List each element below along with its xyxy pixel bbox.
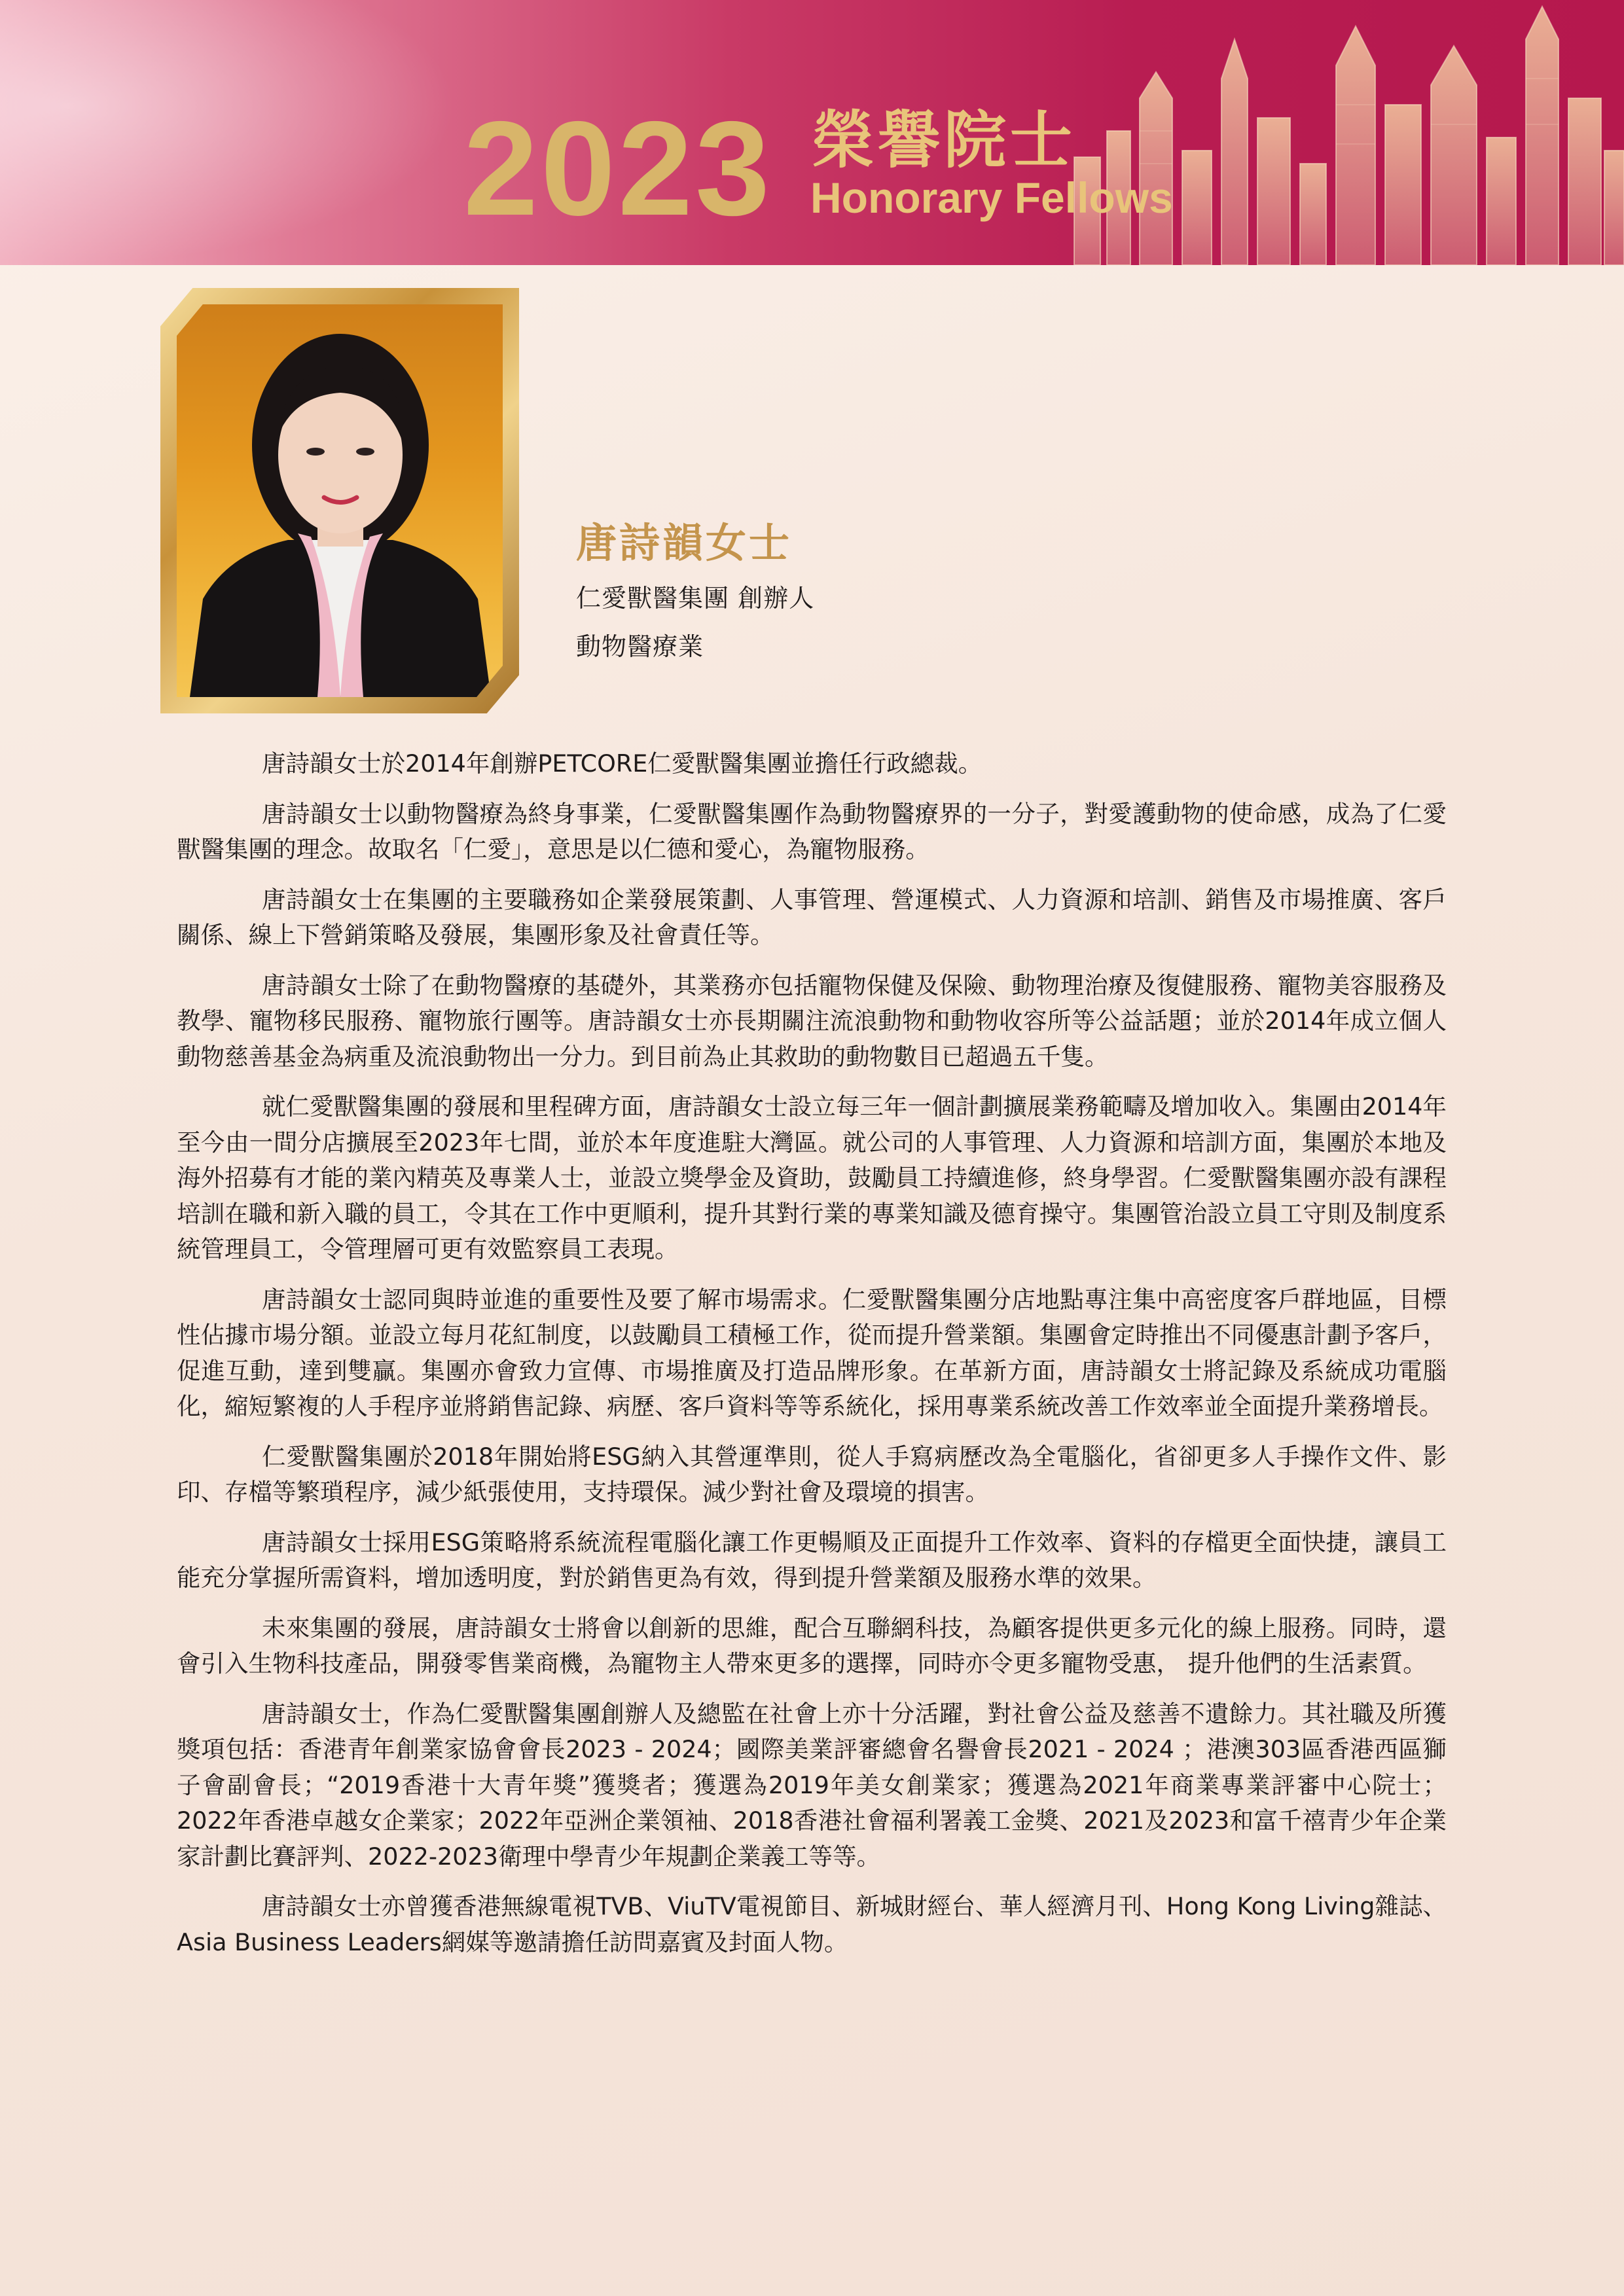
bio-paragraph: 唐詩韻女士認同與時並進的重要性及要了解市場需求。仁愛獸醫集團分店地點專注集中高密度客戶群地區，目標性佔據市場分額。並設立每月花紅制度，以鼓勵員工積極工作，從而提升營業額。集團會定時推出不同優惠計劃予客戶，促進互動，達到雙贏。集團亦會致力宣傳、市場推廣及打造品牌形象。在革新方面，唐詩韻女士將記錄及系統成功電腦化，縮短繁複的人手程序並將銷售記錄、病歷、客戶資料等等系統化，採用專業系統改善工作效率並全面提升業務增長。 (177, 1285, 1447, 1420)
city-skyline-icon (1002, 0, 1624, 265)
header-banner (0, 0, 1624, 265)
fellow-industry: 動物醫療業 (576, 632, 704, 661)
header-title-english: Honorary Fellows (810, 173, 1173, 222)
header-title-chinese: 榮譽院士 (812, 105, 1077, 177)
bio-paragraph: 唐詩韻女士除了在動物醫療的基礎外，其業務亦包括寵物保健及保險、動物理治療及復健服務、寵物美容服務及教學、寵物移民服務、寵物旅行團等。唐詩韻女士亦長期關注流浪動物和動物收容所等公益話題；並於2014年成立個人動物慈善基金為病重及流浪動物出一分力。到目前為止其救助的動物數目已超過五千隻。 (177, 971, 1447, 1071)
bio-paragraph: 唐詩韻女士於2014年創辦PETCORE仁愛獸醫集團並擔任行政總裁。 (262, 749, 983, 778)
bio-paragraph: 唐詩韻女士以動物醫療為終身事業，仁愛獸醫集團作為動物醫療界的一分子，對愛護動物的使命感，成為了仁愛獸醫集團的理念。故取名「仁愛」，意思是以仁德和愛心，為寵物服務。 (177, 799, 1447, 863)
header-year: 2023 (463, 94, 773, 243)
bio-paragraph: 仁愛獸醫集團於2018年開始將ESG納入其營運準則，從人手寫病歷改為全電腦化，省卻更多人手操作文件、影印、存檔等繁瑣程序，減少紙張使用，支持環保。減少對社會及環境的損害。 (177, 1442, 1447, 1506)
portrait-photo (177, 304, 503, 697)
biography-body (177, 746, 1447, 1975)
bio-paragraph: 唐詩韻女士，作為仁愛獸醫集團創辦人及總監在社會上亦十分活躍，對社會公益及慈善不遺餘力。其社職及所獲獎項包括：香港青年創業家協會會長2023 - 2024；國際美業評審總會名譽會長2021 - 2024 ；港澳303區香港西區獅子會副會長；“2019香港十大青年獎”獲獎者；獲選為2019年美女創業家；獲選為2021年商業專業評審中心院士；2022年香港卓越女企業家；2022年亞洲企業領袖、2018香港社會福利署義工金獎、2021及2023和富千禧青少年企業家計劃比賽評判、2022-2023衛理中學青少年規劃企業義工等等。 (177, 1699, 1447, 1871)
bio-paragraph: 唐詩韻女士亦曾獲香港無線電視TVB、ViuTV電視節目、新城財經台、華人經濟月刊、Hong Kong Living雜誌、Asia Business Leaders網媒等邀請擔任訪問嘉賓及封面人物。 (177, 1892, 1447, 1956)
bio-paragraph: 唐詩韻女士採用ESG策略將系統流程電腦化讓工作更暢順及正面提升工作效率、資料的存檔更全面快捷，讓員工能充分掌握所需資料，增加透明度，對於銷售更為有效，得到提升營業額及服務水準的效果。 (177, 1528, 1447, 1592)
bio-paragraph: 未來集團的發展，唐詩韻女士將會以創新的思維，配合互聯網科技，為顧客提供更多元化的線上服務。同時，還會引入生物科技產品，開發零售業商機，為寵物主人帶來更多的選擇，同時亦令更多寵物受惠， 提升他們的生活素質。 (177, 1613, 1447, 1677)
bio-paragraph: 就仁愛獸醫集團的發展和里程碑方面，唐詩韻女士設立每三年一個計劃擴展業務範疇及增加收入。集團由2014年至今由一間分店擴展至2023年七間，並於本年度進駐大灣區。就公司的人事管理、人力資源和培訓方面，集團於本地及海外招募有才能的業內精英及專業人士，並設立獎學金及資助，鼓勵員工持續進修，終身學習。仁愛獸醫集團亦設有課程培訓在職和新入職的員工，令其在工作中更順利，提升其對行業的專業知識及德育操守。集團管治設立員工守則及制度系統管理員工，令管理層可更有效監察員工表現。 (177, 1092, 1447, 1263)
fellow-name: 唐詩韻女士 (576, 519, 793, 567)
bio-paragraph: 唐詩韻女士在集團的主要職務如企業發展策劃、人事管理、營運模式、人力資源和培訓、銷售及市場推廣、客戶關係、線上下營銷策略及發展，集團形象及社會責任等。 (177, 885, 1447, 949)
header-glow (0, 0, 458, 265)
person-silhouette-icon (177, 304, 503, 697)
fellow-title: 仁愛獸醫集團 創辦人 (576, 584, 815, 613)
